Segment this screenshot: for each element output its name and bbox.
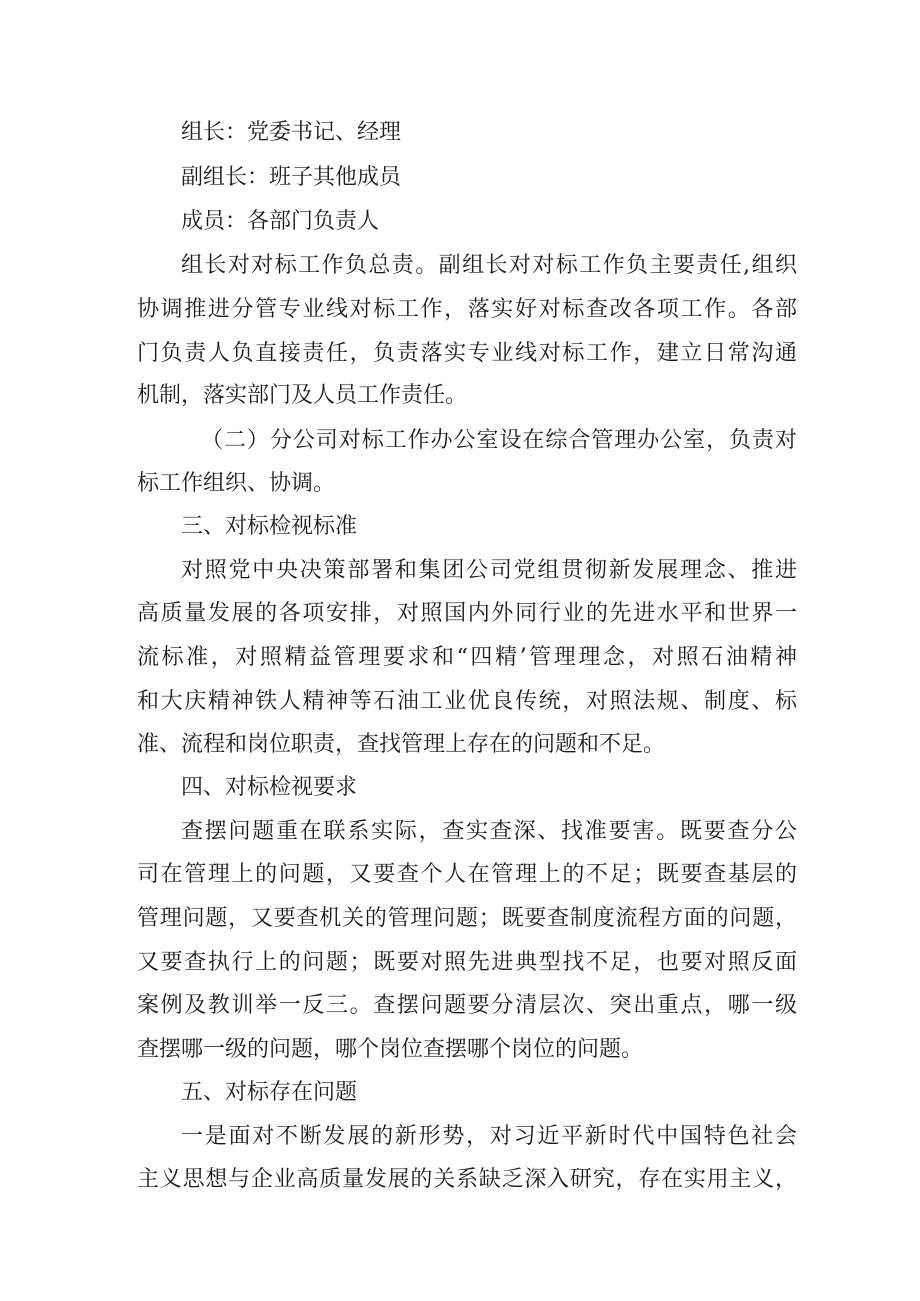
- text-line: 门负责人负直接责任，负责落实专业线对标工作，建立日常沟通: [137, 341, 797, 366]
- section-heading-3: 三、对标检视标准: [181, 514, 358, 539]
- text-line: 和大庆精神铁人精神等石油工业优良传统，对照法规、制度、标: [137, 689, 797, 714]
- text-line: 一是面对不断发展的新形势，对习近平新时代中国特色社会: [181, 1124, 797, 1149]
- text-line: 查摆哪一级的问题，哪个岗位查摆哪个岗位的问题。: [137, 1037, 644, 1062]
- text-line-members: 成员：各部门负责人: [181, 209, 380, 234]
- text-line: 高质量发展的各项安排，对照国内外同行业的先进水平和世界一: [137, 601, 797, 626]
- text-line: 准、流程和岗位职责，查找管理上存在的问题和不足。: [137, 732, 666, 757]
- text-line: 主义思想与企业高质量发展的关系缺乏深入研究，存在实用主义，: [137, 1167, 797, 1192]
- text-line-leader: 组长：党委书记、经理: [181, 120, 402, 145]
- text-line-deputy-leader: 副组长：班子其他成员: [181, 165, 402, 190]
- text-line: 机制，落实部门及人员工作责任。: [137, 383, 468, 408]
- text-line: 流标准，对照精益管理要求和“四精’管理理念，对照石油精神: [137, 645, 797, 670]
- text-line: 管理问题，又要查机关的管理问题；既要查制度流程方面的问题，: [137, 906, 797, 931]
- section-heading-5: 五、对标存在问题: [181, 1080, 358, 1105]
- text-line: 又要查执行上的问题；既要对照先进典型找不足，也要对照反面: [137, 950, 797, 975]
- text-line: （二）分公司对标工作办公室设在综合管理办公室，负责对: [201, 428, 797, 453]
- text-line: 组长对对标工作负总责。副组长对对标工作负主要责任,组织: [181, 253, 797, 278]
- text-line: 对照党中央决策部署和集团公司党组贯彻新发展理念、推进: [181, 558, 797, 583]
- text-line: 司在管理上的问题，又要查个人在管理上的不足；既要查基层的: [137, 862, 797, 887]
- text-line: 标工作组织、协调。: [137, 471, 336, 496]
- section-heading-4: 四、对标检视要求: [181, 775, 358, 800]
- text-line: 协调推进分管专业线对标工作，落实好对标查改各项工作。各部: [137, 297, 797, 322]
- text-line: 案例及教训举一反三。查摆问题要分清层次、突出重点，哪一级: [137, 993, 797, 1018]
- text-line: 查摆问题重在联系实际，查实查深、找准要害。既要查分公: [181, 819, 797, 844]
